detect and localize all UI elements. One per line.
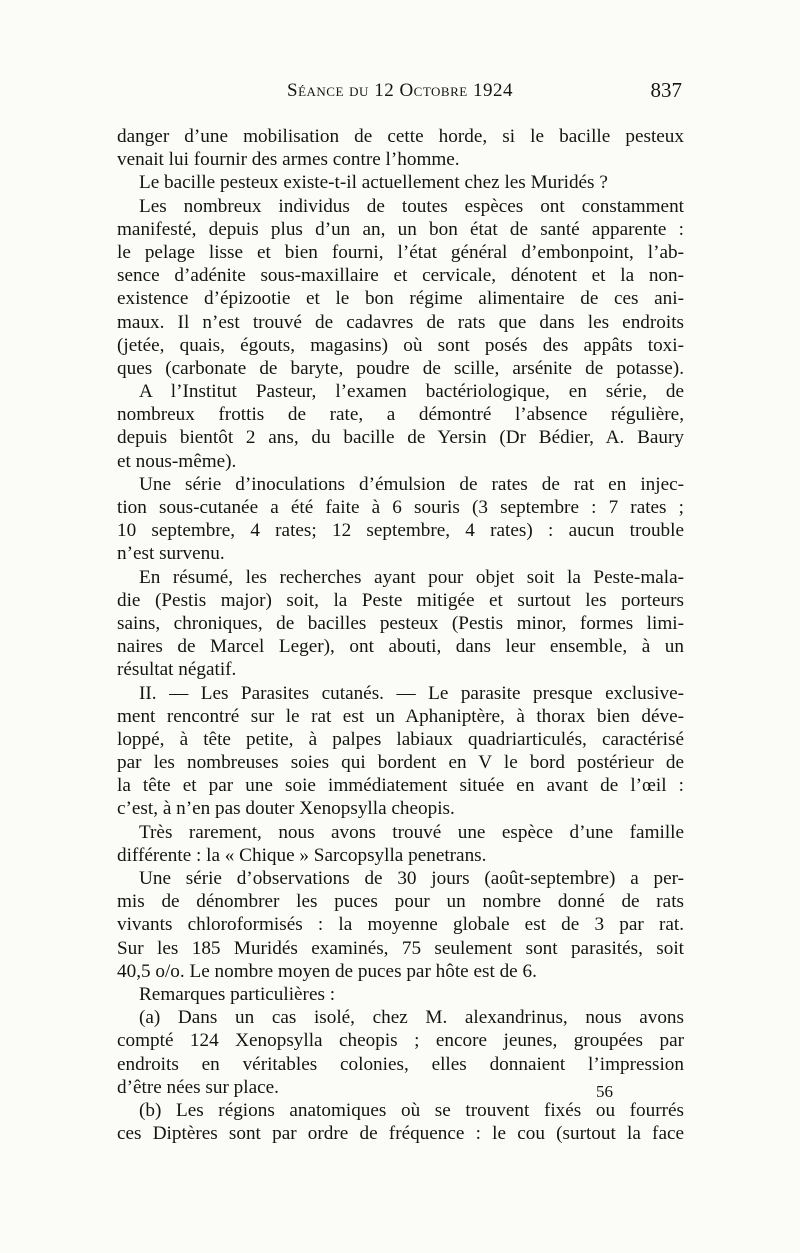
text-line: sains, chroniques, de bacilles pesteux (Pestis minor, formes limi- [117,612,684,634]
text-line: maux. Il n’est trouvé de cadavres de rats que dans les endroits [117,311,684,333]
running-head-title: Séance du 12 Octobre 1924 [287,80,513,101]
text-line: Le bacille pesteux existe-t-il actuellement chez les Muridés ? [139,172,608,194]
text-line: Les nombreux individus de toutes espèces ont constamment [139,195,684,217]
text-line: ment rencontré sur le rat est un Aphaniptère, à thorax bien déve- [117,705,684,727]
text-line: tion sous-cutanée a été faite à 6 souris (3 septembre : 7 rates ; [117,497,684,518]
text-line: 40,5 o/o. Le nombre moyen de puces par hôte est de 6. [117,960,537,982]
text-line: die (Pestis major) soit, la Peste mitigée et surtout les porteurs [117,589,684,611]
text-line: ques (carbonate de baryte, poudre de scille, arsénite de potasse). [117,357,684,379]
text-line: (b) Les régions anatomiques où se trouvent fixés ou fourrés [139,1099,684,1121]
text-line: d’être nées sur place. [117,1076,279,1098]
text-line: danger d’une mobilisation de cette horde, si le bacille pesteux [117,126,684,147]
text-line: Une série d’observations de 30 jours (août-septembre) a per- [139,868,684,889]
text-line: résultat négatif. [117,659,237,681]
text-line: manifesté, depuis plus d’un an, un bon état de santé apparente : [117,218,684,240]
text-line: nombreux frottis de rate, a démontré l’absence régulière, [117,404,684,426]
text-line: II. — Les Parasites cutanés. — Le parasite presque exclusive- [139,682,684,704]
text-line: par les nombreuses soies qui bordent en V le bord postérieur de [117,752,684,774]
text-line: compté 124 Xenopsylla cheopis ; encore jeunes, groupées par [117,1030,684,1052]
text-line: 10 septembre, 4 rates; 12 septembre, 4 rates) : aucun trouble [117,520,684,542]
text-line: c’est, à n’en pas douter Xenopsylla cheopis. [117,798,455,820]
text-line: venait lui fournir des armes contre l’homme. [117,149,460,171]
text-line: (jetée, quais, égouts, magasins) où sont posés des appâts toxi- [117,334,684,356]
text-line: Remarques particulières : [139,983,336,1005]
text-line: et nous-même). [117,450,237,472]
text-line: Très rarement, nous avons trouvé une espèce d’une famille [139,821,684,843]
text-line: ces Diptères sont par ordre de fréquence : le cou (surtout la face [117,1123,684,1145]
text-line: naires de Marcel Leger), ont abouti, dans leur ensemble, à un [117,636,684,658]
page-number: 837 [650,78,682,102]
signature-mark: 56 [596,1082,613,1101]
text-line: (a) Dans un cas isolé, chez M. alexandrinus, nous avons [139,1007,684,1029]
text-line: mis de dénombrer les puces pour un nombre donné de rats [117,891,684,913]
text-line: sence d’adénite sous-maxillaire et cervicale, dénotent et la non- [117,265,684,287]
body-text [117,125,684,1145]
text-line: Sur les 185 Muridés examinés, 75 seulement sont parasités, soit [117,937,684,959]
text-line: loppé, à tête petite, à palpes labiaux quadriarticulés, caractérisé [117,728,684,750]
text-line: Une série d’inoculations d’émulsion de rates de rat en injec- [139,473,684,495]
text-line: existence d’épizootie et le bon régime alimentaire de ces ani- [117,288,684,310]
text-line: différente : la « Chique » Sarcopsylla penetrans. [117,844,487,866]
running-header [0,78,800,108]
text-line: depuis bientôt 2 ans, du bacille de Yersin (Dr Bédier, A. Baury [117,427,684,449]
text-line: En résumé, les recherches ayant pour objet soit la Peste-mala- [139,566,684,588]
text-line: le pelage lisse et bien fourni, l’état général d’embonpoint, l’ab- [117,241,684,263]
text-line: la tête et par une soie immédiatement située en avant de l’œil : [117,775,684,797]
text-line: n’est survenu. [117,543,225,565]
text-line: vivants chloroformisés : la moyenne globale est de 3 par rat. [117,914,684,936]
text-line: A l’Institut Pasteur, l’examen bactériologique, en série, de [139,381,684,403]
text-line: endroits en véritables colonies, elles donnaient l’impression [117,1053,684,1075]
